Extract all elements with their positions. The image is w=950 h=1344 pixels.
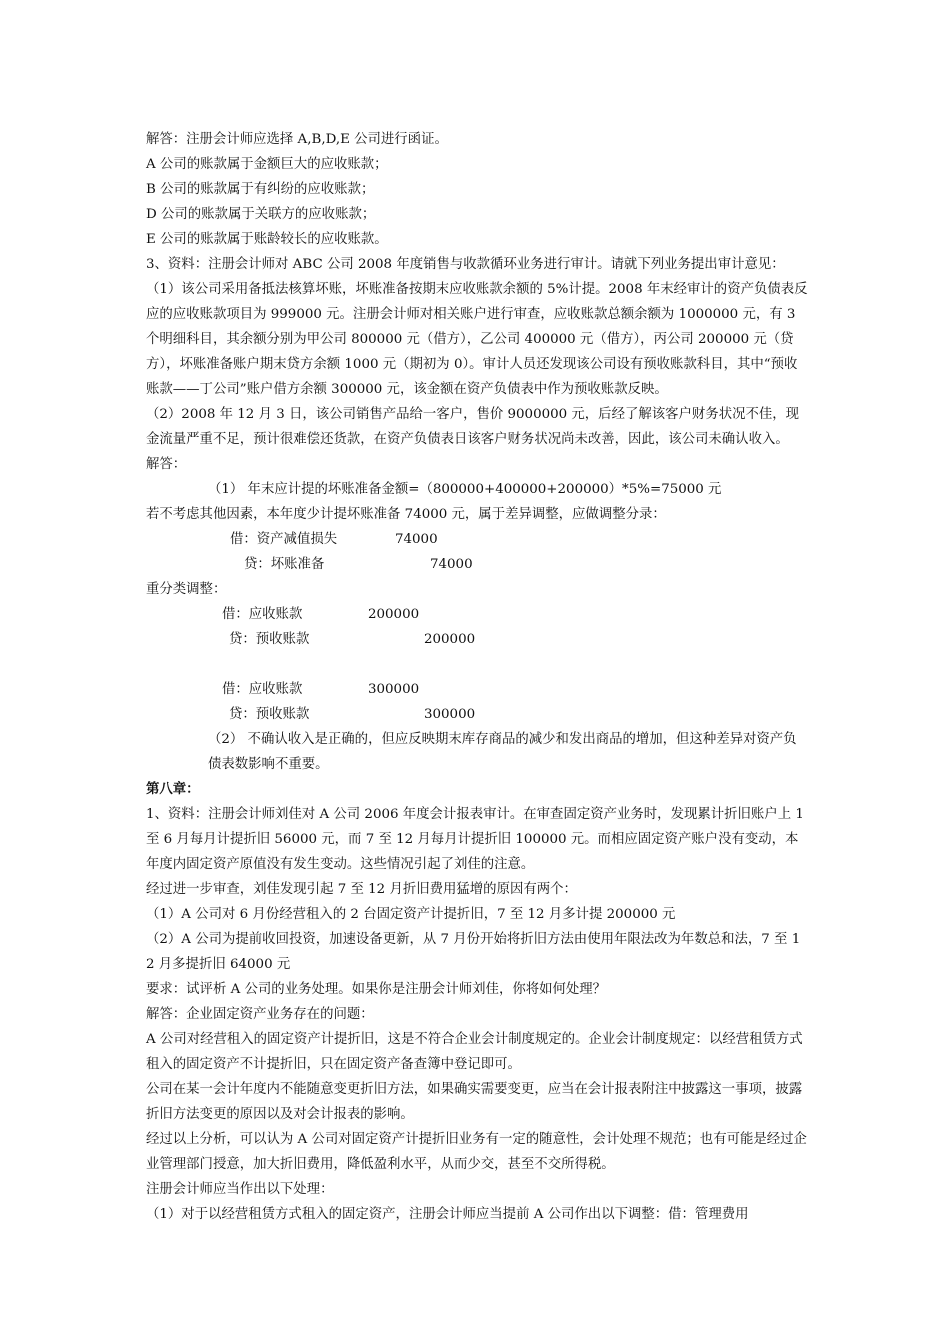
entry1-debit-line (146, 527, 808, 552)
q3-adjust-text: 若不考虑其他因素，本年度少计提坏账准备 74000 元，属于差异调整，应做调整分录： (146, 507, 666, 522)
answer1-line-1: 解答：注册会计师应选择 A,B,D,E 公司进行函证。 (146, 132, 448, 147)
ch8-requirement: 要求：试评析 A 公司的业务处理。如果你是注册会计师刘佳，你将如何处理？ (146, 982, 607, 997)
entry2-credit: 贷：预收账款 (229, 632, 310, 647)
entry3-debit-amount: 300000 (368, 682, 420, 697)
entry3-debit: 借：应收账款 (222, 682, 303, 697)
q3-intro: 3、资料：注册会计师对 ABC 公司 2008 年度销售与收款循环业务进行审计。请就下列业务提出审计意见： (146, 257, 785, 272)
entry1-debit: 借：资产减值损失 (230, 532, 338, 547)
entry2-credit-line (146, 627, 808, 652)
answer1-line-4: D 公司的账款属于关联方的应收账款； (146, 207, 376, 222)
q3-item2: （2）2008 年 12 月 3 日，该公司销售产品给一客户，售价 9000000 元，后经了解该客户财务状况不佳，现金流量严重不足，预计很难偿还货款，在资产负债表日该客户财务状况尚未改善，因此，该公司未确认收入。 (146, 407, 800, 447)
ch8-problem1: A 公司对经营租入的固定资产计提折旧，这是不符合企业会计制度规定的。企业会计制度规定：以经营租赁方式租入的固定资产不计提折旧，只在固定资产备查簿中登记即可。 (146, 1032, 803, 1072)
entry1-credit-line (146, 552, 808, 577)
q3-item1: （1）该公司采用备抵法核算坏账，坏账准备按期末应收账款余额的 5%计提。2008 年末经审计的资产负债表反应的应收账款项目为 999000 元。注册会计师对相关账户进行审查，应收账款总额余额为 1000000 元，有 3 个明细科目，其余额分别为甲公司 800000 元（借方），乙公司 400000 元（借方），丙公司 200000 元（贷方），坏账准备账户期末贷方余额 1000 元（期初为 0）。审计人员还发现该公司设有预收账款科目，其中“预收账款——丁公司”账户借方余额 300000 元，该金额在资产负债表中作为预收账款反映。 (146, 282, 808, 397)
entry2-debit-line (146, 602, 808, 627)
document-page (146, 127, 808, 1227)
q3-answer2: （2） 不确认收入是正确的，但应反映期末库存商品的减少和发出商品的增加，但这种差异对资产负债表数影响不重要。 (208, 732, 797, 772)
ch8-q1-intro: 1、资料：注册会计师刘佳对 A 公司 2006 年度会计报表审计。在审查固定资产业务时，发现累计折旧账户上 1 至 6 月每月计提折旧 56000 元，而 7 至 12 月每月计提折旧 100000 元。而相应固定资产账户没有变动，本年度内固定资产原值没有发生变动。这些情况引起了刘佳的注意。 (146, 807, 804, 872)
blank-line (146, 652, 808, 677)
entry2-debit-amount: 200000 (368, 607, 420, 622)
answer1-line-5: E 公司的账款属于账龄较长的应收账款。 (146, 232, 388, 247)
ch8-handling-intro: 注册会计师应当作出以下处理： (146, 1182, 334, 1197)
ch8-further: 经过进一步审查，刘佳发现引起 7 至 12 月折旧费用猛增的原因有两个： (146, 882, 577, 897)
entry3-credit-line (146, 702, 808, 727)
entry3-credit: 贷：预收账款 (229, 707, 310, 722)
ch8-analysis: 经过以上分析，可以认为 A 公司对固定资产计提折旧业务有一定的随意性，会计处理不规范；也有可能是经过企业管理部门授意，加大折旧费用，降低盈利水平，从而少交，甚至不交所得税。 (146, 1132, 807, 1172)
reclass-label: 重分类调整： (146, 582, 227, 597)
ch8-answer-intro: 解答：企业固定资产业务存在的问题： (146, 1007, 374, 1022)
entry2-debit: 借：应收账款 (222, 607, 303, 622)
entry3-debit-line (146, 677, 808, 702)
answer1-line-3: B 公司的账款属于有纠纷的应收账款； (146, 182, 375, 197)
q3-calc: （1） 年末应计提的坏账准备金额=（800000+400000+200000）*5%=75000 元 (208, 482, 722, 497)
entry1-credit-amount: 74000 (430, 557, 473, 572)
entry1-debit-amount: 74000 (395, 532, 438, 547)
q3-answer-label: 解答： (146, 457, 187, 472)
chapter8-heading: 第八章： (146, 781, 200, 797)
entry1-credit: 贷：坏账准备 (244, 557, 325, 572)
answer1-line-2: A 公司的账款属于金额巨大的应收账款； (146, 157, 388, 172)
entry2-credit-amount: 200000 (424, 632, 476, 647)
entry3-credit-amount: 300000 (424, 707, 476, 722)
ch8-reason1: （1）A 公司对 6 月份经营租入的 2 台固定资产计提折旧，7 至 12 月多计提 200000 元 (146, 907, 676, 922)
ch8-problem2: 公司在某一会计年度内不能随意变更折旧方法，如果确实需要变更，应当在会计报表附注中披露这一事项，披露折旧方法变更的原因以及对会计报表的影响。 (146, 1082, 803, 1122)
ch8-reason2: （2）A 公司为提前收回投资，加速设备更新，从 7 月份开始将折旧方法由使用年限法改为年数总和法，7 至 12 月多提折旧 64000 元 (146, 932, 801, 972)
ch8-handling1: （1）对于以经营租赁方式租入的固定资产，注册会计师应当提前 A 公司作出以下调整：借：管理费用 (146, 1207, 749, 1222)
